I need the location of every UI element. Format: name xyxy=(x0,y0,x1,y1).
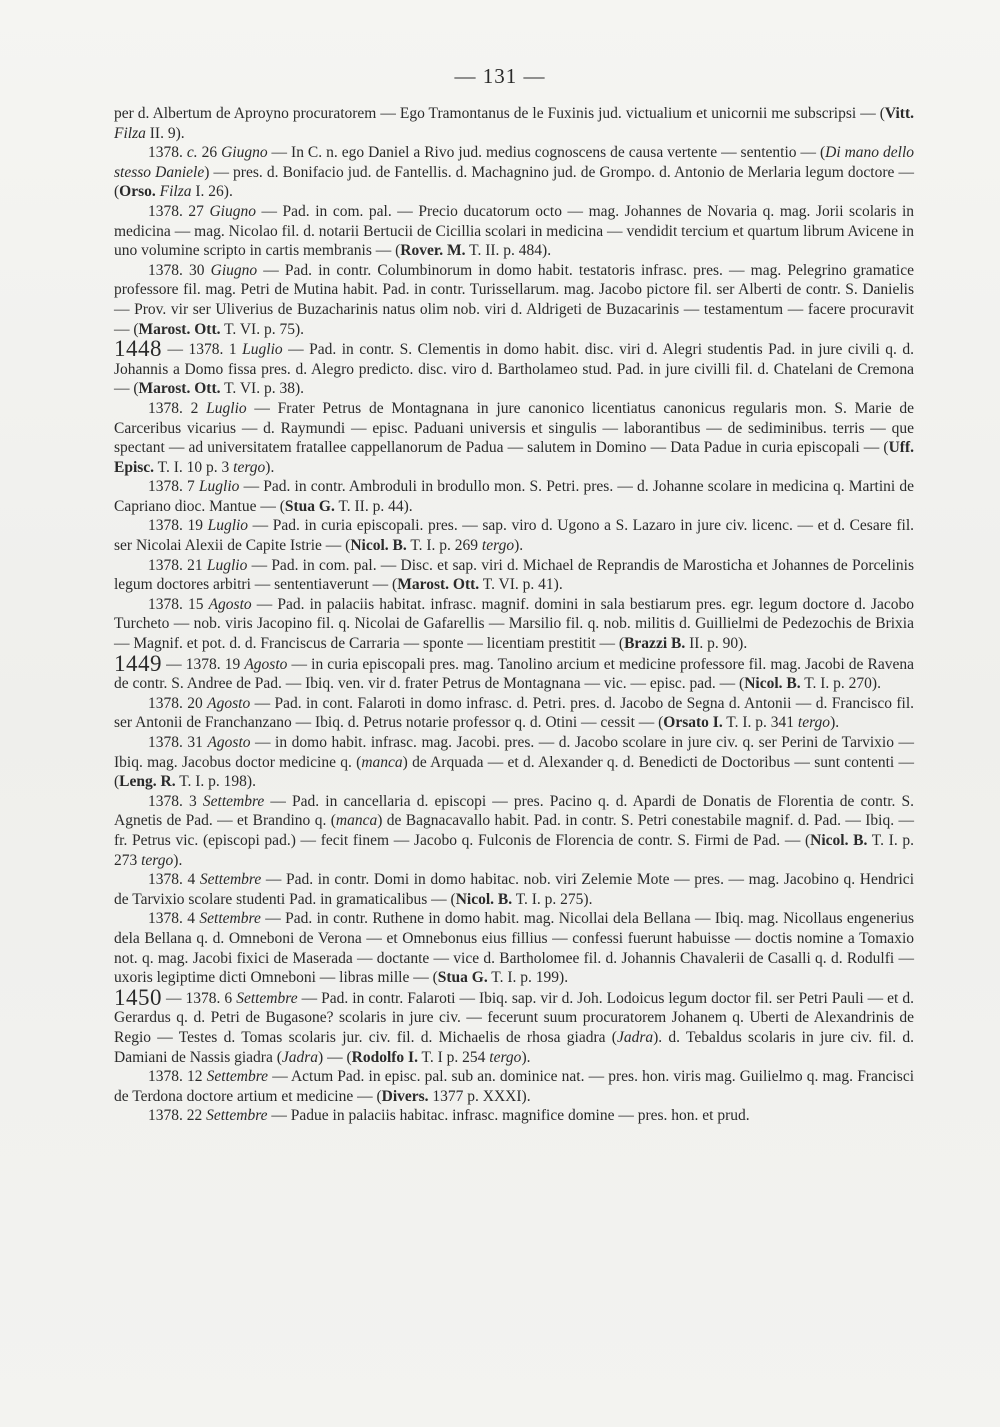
document-paragraph: 1449 — 1378. 19 Agosto — in curia episcopali pres. mag. Tanolino arcium et medicine professore fil. mag. Jacobi de Ravena de contr. S. Andree de Pad. — Ibiq. ven. vir d. frater Petrus de Montagnana — vic. — episc. pad. — (Nicol. B. T. I. p. 270). xyxy=(114,650,915,693)
document-paragraph: 1378. 19 Luglio — Pad. in curia episcopali. pres. — sap. viro d. Ugono a S. Lazaro in jure civ. licenc. — et d. Cesare fil. ser Nicolai Alexii de Capite Istrie — (Nicol. B. T. I. p. 269 tergo). xyxy=(114,517,915,555)
document-paragraph: 1448 — 1378. 1 Luglio — Pad. in contr. S. Clementis in domo habit. disc. viri d. Alegri studentis Pad. in jure civili q. d. Johannis a Domo fissa pres. d. Alegro predicto. disc. viro d. Bartholameo stud. Pad. in jure civilli fil. d. Chatelani de Cremona — (Marost. Ott. T. VI. p. 38). xyxy=(114,336,914,398)
document-paragraph: 1450 — 1378. 6 Settembre — Pad. in contr. Falaroti — Ibiq. sap. vir d. Joh. Lodoicus legum doctor fil. ser Petri Pauli — et d. Gerardus q. d. Petri de Bugasone? scolaris in jure civ. — fecerunt suum procuratorem Johanem q. Uberti de Alexandrinis de Regio — Testes d. Tomas scolaris jur. civ. fil. d. Michaelis de rhosa giadra (Jadra). d. Tebaldus scolaris in jure civ. fil. d. Damiani de Nassis giadra (Jadra) — (Rodolfo I. T. I p. 254 tergo). xyxy=(114,984,914,1066)
document-paragraph: 1378. 3 Settembre — Pad. in cancellaria d. episcopi — pres. Pacino q. d. Apardi de Donatis de Florentia de contr. S. Agnetis de Pad. — et Brandino q. (manca) de Bagnacavallo habit. Pad. in contr. S. Petri conestabile magnif. d. Pad. — Ibiq. — fr. Petrus vic. (episcopi pad.) — fecit finem — Jacobo q. Fulconis de Florencia de contr. S. Firmi de Pad. — (Nicol. B. T. I. p. 273 tergo). xyxy=(114,792,915,869)
document-paragraph: 1378. 2 Luglio — Frater Petrus de Montagnana in jure canonico licentiatus canonicus regularis mon. S. Marie de Carceribus vicarius — d. Raymundi — episc. Paduani universis et singulis — laborantibus — de sediminibus. terris — que spectant — ad universitatem fratallee cappellanorum de Padua — salutem in Domino — Data Padue in curia episcopali — (Uff. Episc. T. I. 10 p. 3 tergo). xyxy=(114,399,914,476)
document-paragraph: 1378. 4 Settembre — Pad. in contr. Domi in domo habitac. nob. viri Zelemie Mote — pres. — mag. Jacobino q. Hendrici de Tarvixio scolare studenti Pad. in gramaticalibus — (Nicol. B. T. I. p. 275). xyxy=(114,871,914,908)
document-paragraph: 1378. c. 26 Giugno — In C. n. ego Daniel a Rivo jud. medius cognoscens de causa vertente — sententio — (Di mano dello stesso Daniele) — pres. d. Bonifacio jud. de Fantellis. d. Machagnino jud. de Grompo. d. Antonio de Merlaria legum doctore — (Orso. Filza I. 26). xyxy=(114,144,915,201)
document-paragraph: 1378. 4 Settembre — Pad. in contr. Ruthene in domo habit. mag. Nicollai dela Bellana — Ibiq. mag. Nicollaus engenerius dela Bellana q. d. Omneboni de Verona — et Omnebonus eius fillius — confessi fuerunt habuisse — doctis nomine a Tomaxio not. q. mag. Jacobi fixici de Maserada — doctante — vice d. Bartholomee fil. d. Johannis Chavalerii de Casalli q. d. Rodulfi — uxoris legiptime dicti Omneboni — libras mille — (Stua G. T. I. p. 199). xyxy=(114,910,915,987)
document-paragraph: 1378. 15 Agosto — Pad. in palaciis habitat. infrasc. magnif. domini in sala bestiarum pres. egr. legum doctore d. Jacobo Turcheto — nob. viris Jacopino fil. q. Nicolai de Gafarellis — Marsilio fil. q. nob. militis d. Guillielmi de Pedezochis de Brixia — Magnif. et pot. d. d. Franciscus de Carraria — sponte — licentiam prestitit — (Brazzi B. II. p. 90). xyxy=(114,595,914,653)
document-paragraph: 1378. 7 Luglio — Pad. in contr. Ambroduli in brodullo mon. S. Petri. pres. — d. Johanne scolare in medicina q. Martini de Capriano dioc. Mantue — (Stua G. T. II. p. 44). xyxy=(114,478,914,515)
document-paragraph: 1378. 30 Giugno — Pad. in contr. Columbinorum in domo habit. testatoris infrasc. pres. — mag. Pelegrino gramatice professore fil. mag. Petri de Mutina habit. Pad. in contr. Turissellarum. mag. Jacobo pictore fil. ser Alberti de contr. S. Danielis — Prov. vir ser Uliverius de Buzacharinis natus olim nob. viri d. Aldrigeti de Buzacarinis — testamentum — facere procuravit — (Marost. Ott. T. VI. p. 75). xyxy=(114,261,914,338)
document-paragraph: 1378. 31 Agosto — in domo habit. infrasc. mag. Jacobi. pres. — d. Jacobo scolare in jure civ. q. ser Perini de Tarvixio — Ibiq. mag. Jacobus doctor medicine q. (manca) de Arquada — et d. Alexander q. d. Benedicti de Doctoribus — sunt contenti — (Leng. R. T. I. p. 198). xyxy=(114,734,915,791)
document-paragraph: 1378. 12 Settembre — Actum Pad. in episc. pal. sub an. dominice nat. — pres. hon. viris mag. Guilielmo q. mag. Francisci de Terdona doctore artium et medicine — (Divers. 1377 p. XXXI). xyxy=(114,1068,915,1105)
document-paragraph: 1378. 20 Agosto — Pad. in cont. Falaroti in domo infrasc. d. Petri. pres. d. Jacobo de Segna d. Antonii — d. Francisco fil. ser Antonii de Franchanzano — Ibiq. d. Petrus notarie professor q. d. Otini — cessit — (Orsato I. T. I. p. 341 tergo). xyxy=(114,694,914,732)
document-body xyxy=(114,104,914,1126)
page-number: — 131 — xyxy=(454,64,546,88)
document-paragraph: 1378. 21 Luglio — Pad. in com. pal. — Disc. et sap. viri d. Michael de Reprandis de Marosticha et Johannes de Porcelinis legum doctores arbitri — sententiaverunt — (Marost. Ott. T. VI. p. 41). xyxy=(114,556,915,594)
document-paragraph: 1378. 22 Settembre — Padue in palaciis habitac. infrasc. magnifice domine — pres. hon. et prud. xyxy=(148,1107,750,1125)
document-paragraph: 1378. 27 Giugno — Pad. in com. pal. — Precio ducatorum octo — mag. Johannes de Novaria q. mag. Jorii scolaris in medicina — mag. Nicolao fil. d. notarii Bertucii de Cicillia scolari in medicina — vendidit tercium et quartum librum Avicene in uno volumine scripto in cartis membranis — (Rover. M. T. II. p. 484). xyxy=(114,202,915,260)
document-paragraph: per d. Albertum de Aproyno procuratorem — Ego Tramontanus de le Fuxinis jud. victualium et unicornii me subscripsi — (Vitt. Filza II. 9). xyxy=(114,105,914,142)
